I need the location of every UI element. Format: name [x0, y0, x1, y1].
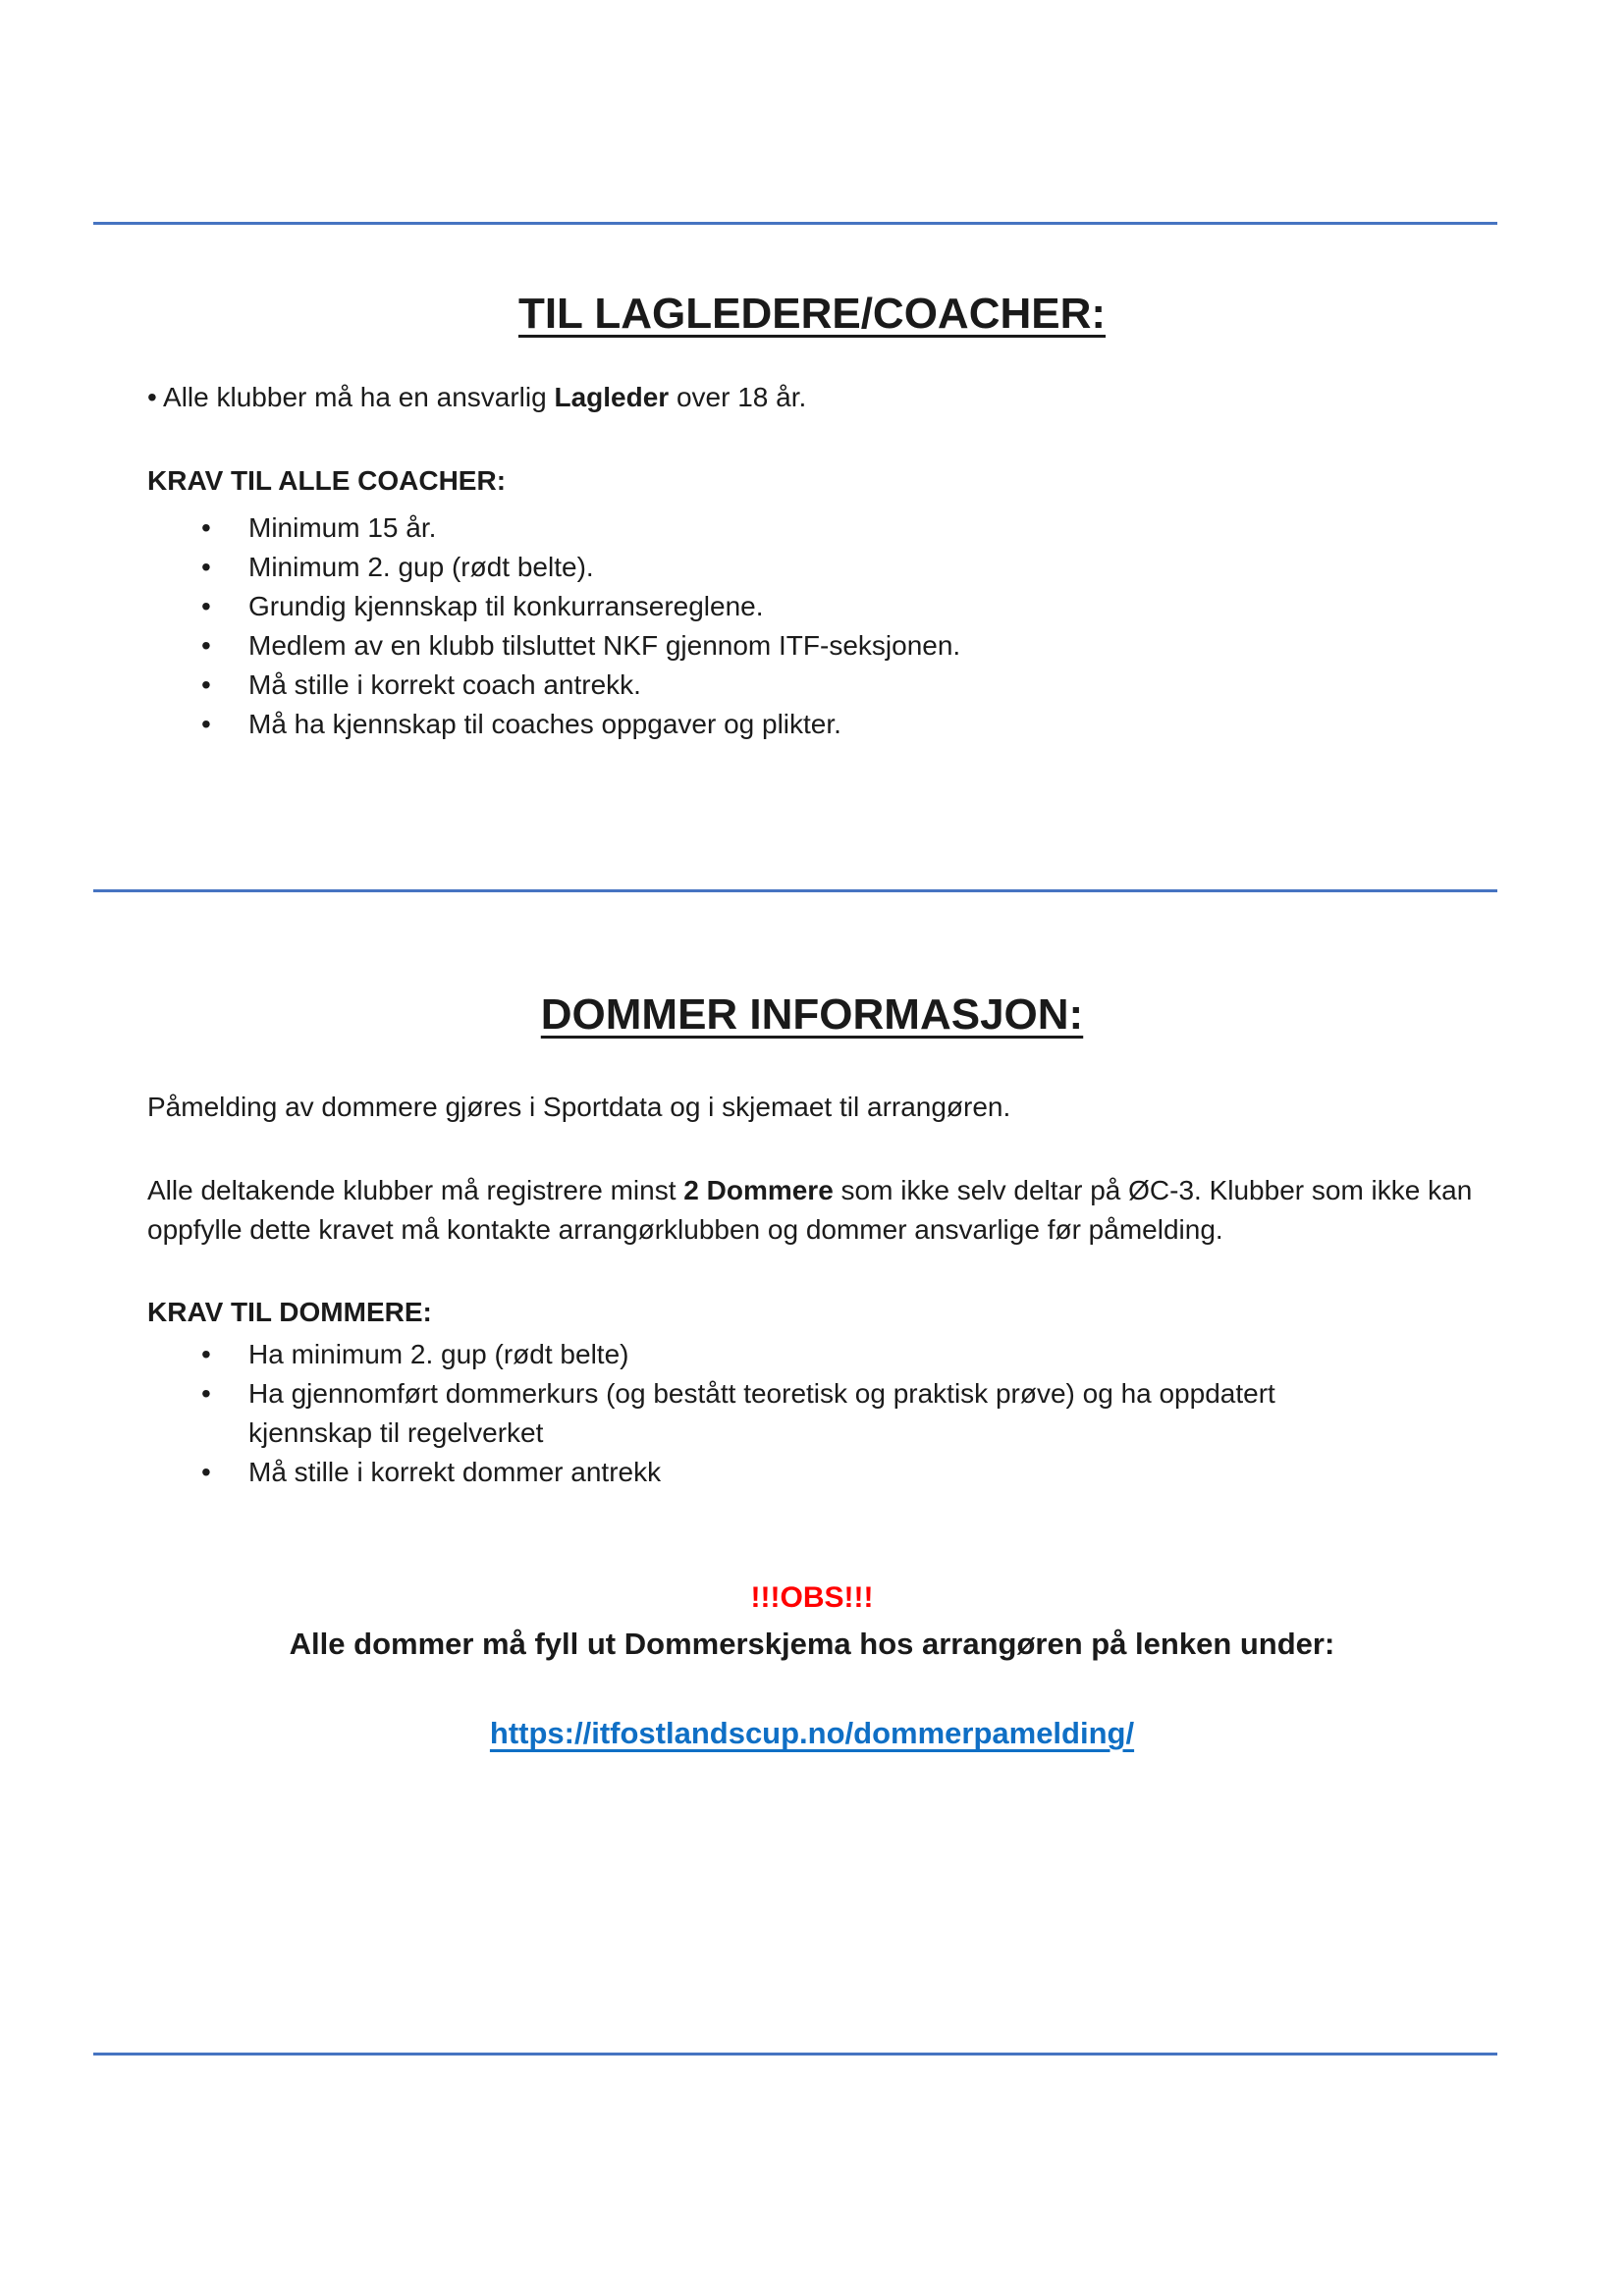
section1-intro-prefix: • Alle klubber må ha en ansvarlig — [147, 382, 555, 412]
obs-warning: !!!OBS!!! — [750, 1581, 874, 1614]
judge-clubs-para-bold: 2 Dommere — [683, 1175, 834, 1205]
judge-requirement-item — [147, 1335, 1355, 1374]
judge-clubs-para-prefix: Alle deltakende klubber må registrere minst — [147, 1175, 684, 1205]
coach-requirement-text: Medlem av en klubb tilsluttet NKF gjennom ITF-seksjonen. — [248, 630, 961, 661]
section1-intro — [147, 378, 1522, 417]
coach-requirement-item — [147, 705, 1404, 744]
coach-requirement-text: Minimum 2. gup (rødt belte). — [248, 552, 594, 582]
judge-requirements-list — [147, 1335, 1355, 1492]
section1-title-row — [0, 291, 1624, 338]
judge-clubs-para-suffix: som ikke selv deltar på ØC-3. Klubber som ikke kan oppfylle dette kravet må kontakte arrangørklubben og dommer ansvarlige før påmelding. — [147, 1175, 1473, 1245]
judge-requirement-item — [147, 1453, 1355, 1492]
section1-intro-bold: Lagleder — [554, 382, 670, 412]
judge-requirement-text: Ha gjennomført dommerkurs (og bestått teoretisk og praktisk prøve) og ha oppdatert kjennskap til regelverket — [248, 1378, 1275, 1448]
obs-note-row — [0, 1626, 1624, 1662]
section2-title: DOMMER INFORMASJON: — [540, 990, 1084, 1039]
coach-requirement-item — [147, 508, 1404, 548]
section2-title-row — [0, 991, 1624, 1039]
divider-bottom — [93, 2053, 1497, 2056]
divider-middle — [93, 889, 1497, 892]
judge-requirement-item — [147, 1374, 1355, 1453]
link-row — [0, 1716, 1624, 1751]
obs-row — [0, 1580, 1624, 1616]
judge-requirement-text: Må stille i korrekt dommer antrekk — [248, 1457, 662, 1487]
coach-requirement-text: Grundig kjennskap til konkurransereglene. — [248, 591, 764, 621]
coach-requirement-text: Må stille i korrekt coach antrekk. — [248, 669, 641, 700]
coach-requirement-item — [147, 587, 1404, 626]
coach-requirements-heading: KRAV TIL ALLE COACHER: — [147, 465, 507, 496]
judge-requirements-heading: KRAV TIL DOMMERE: — [147, 1297, 432, 1327]
coach-requirement-text: Må ha kjennskap til coaches oppgaver og plikter. — [248, 709, 841, 739]
judge-registration-link[interactable]: https://itfostlandscup.no/dommerpamelding/ — [489, 1716, 1135, 1750]
judge-registration-para: Påmelding av dommere gjøres i Sportdata og i skjemaet til arrangøren. — [147, 1092, 1011, 1122]
judge-requirement-text: Ha minimum 2. gup (rødt belte) — [248, 1339, 629, 1369]
coach-requirement-item — [147, 626, 1404, 666]
coach-requirement-item — [147, 548, 1404, 587]
section1-intro-suffix: over 18 år. — [669, 382, 807, 412]
judge-clubs-para — [147, 1171, 1473, 1250]
obs-note-text: Alle dommer må fyll ut Dommerskjema hos arrangøren på lenken under: — [289, 1627, 1335, 1661]
coach-requirements-list — [147, 508, 1404, 744]
coach-requirement-text: Minimum 15 år. — [248, 512, 437, 543]
coach-requirement-item — [147, 666, 1404, 705]
divider-top — [93, 222, 1497, 225]
section1-title: TIL LAGLEDERE/COACHER: — [517, 290, 1107, 338]
